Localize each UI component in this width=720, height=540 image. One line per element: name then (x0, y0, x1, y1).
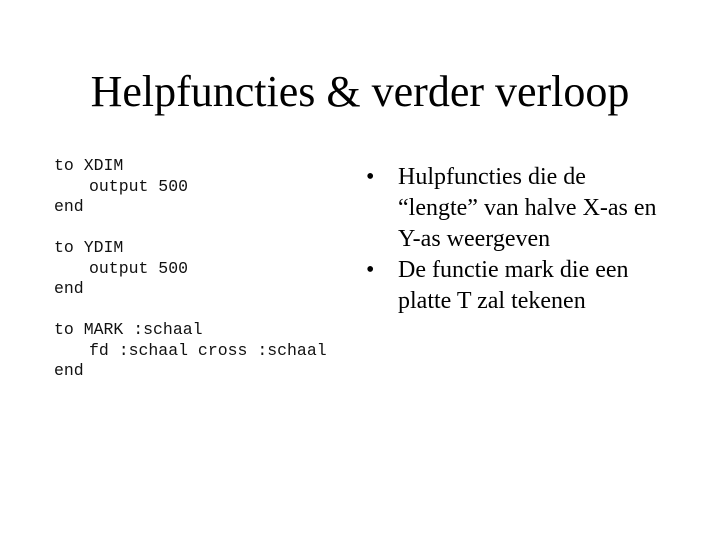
code-block (54, 156, 354, 382)
slide-title: Helpfuncties & verder verloop (90, 67, 630, 116)
code-spacer (54, 300, 354, 321)
code-line: fd :schaal cross :schaal (89, 340, 327, 360)
bullet-text: De functie mark die een platte T zal tekenen (398, 257, 629, 314)
code-line: to YDIM (54, 238, 124, 257)
code-line: output 500 (89, 258, 189, 278)
bullet-text: Hulpfuncties die de “lengte” van halve X-as en Y-as weergeven (398, 164, 657, 252)
bullet-item (366, 255, 666, 317)
bullet-item (366, 162, 666, 255)
code-line: to MARK :schaal (54, 320, 203, 339)
bullet-marker: • (366, 164, 375, 190)
code-line: end (54, 361, 84, 380)
bullet-list (366, 162, 666, 317)
code-line: end (54, 279, 84, 298)
code-line: output 500 (89, 176, 189, 196)
code-line: to XDIM (54, 156, 124, 175)
bullet-marker: • (366, 257, 375, 283)
code-spacer (54, 218, 354, 239)
code-line: end (54, 197, 84, 216)
